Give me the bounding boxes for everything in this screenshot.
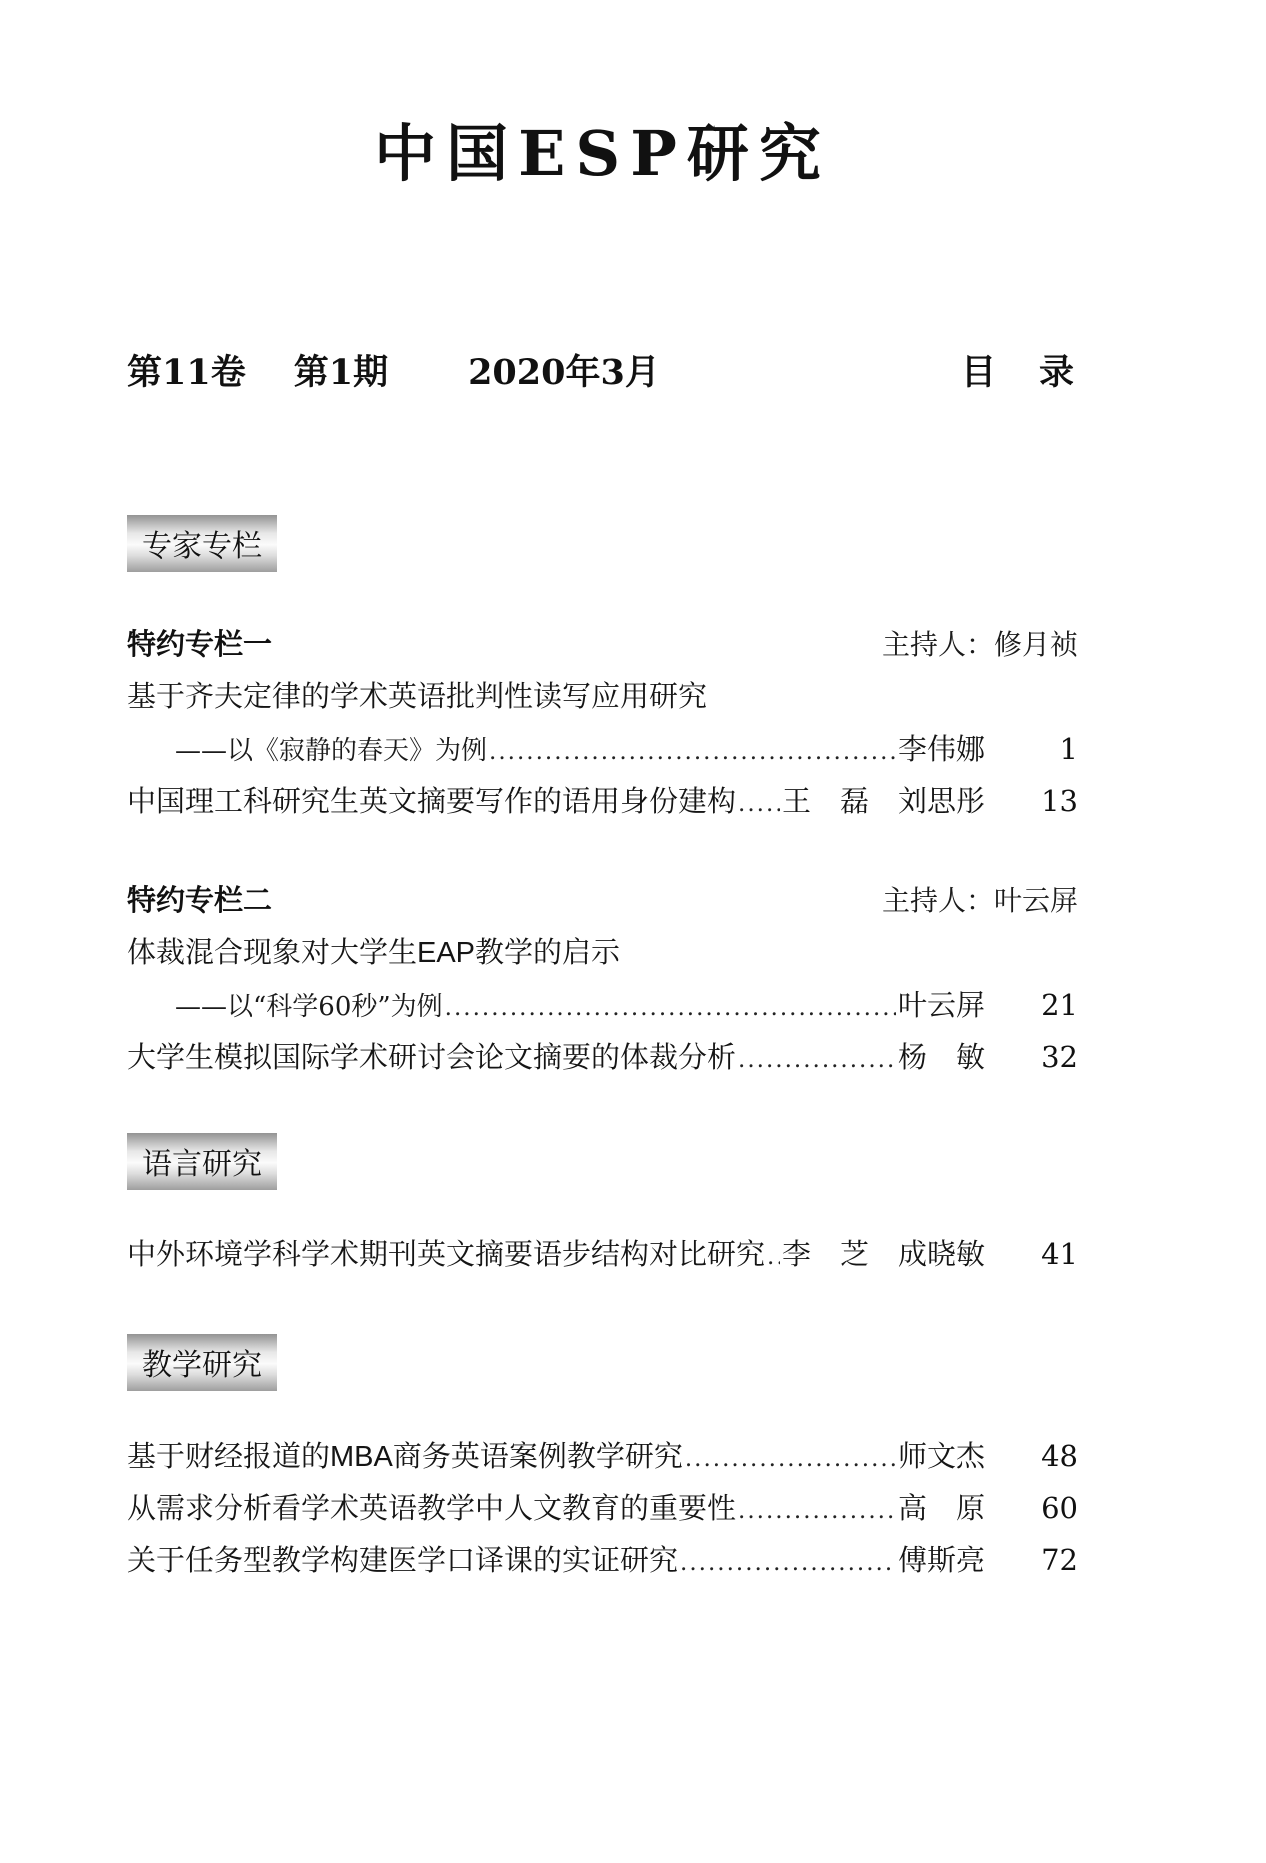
toc-entry-title-line xyxy=(127,927,1078,979)
section-label-language-research: 语言研究 xyxy=(127,1133,277,1190)
article-title: 中国理工科研究生英文摘要写作的语用身份建构 xyxy=(127,786,737,818)
journal-title: 中国ESP研究 xyxy=(374,117,831,190)
date-label: 2020年3月 xyxy=(468,352,660,393)
article-title: 中外环境学科学术期刊英文摘要语步结构对比研究 xyxy=(127,1239,766,1271)
article-page-number: 72 xyxy=(1041,1543,1078,1577)
article-page-number: 60 xyxy=(1041,1491,1078,1525)
article-subtitle: ——以“科学60秒”为例 xyxy=(175,992,443,1022)
article-title: 基于财经报道的MBA商务英语案例教学研究 xyxy=(127,1441,683,1473)
article-page-number: 13 xyxy=(1041,784,1078,818)
article-title: 大学生模拟国际学术研讨会论文摘要的体裁分析 xyxy=(127,1042,737,1074)
dot-leader xyxy=(738,1034,896,1086)
article-authors: 王 磊 刘思彤 xyxy=(781,786,985,818)
article-page-number: 21 xyxy=(1041,988,1078,1022)
article-authors: 傅斯亮 xyxy=(897,1545,985,1577)
toc-entry xyxy=(127,723,1078,775)
dot-leader xyxy=(680,1537,896,1589)
toc-entry xyxy=(127,1228,1078,1280)
article-page-number: 32 xyxy=(1041,1040,1078,1074)
dot-leader xyxy=(738,1485,896,1537)
article-authors: 叶云屏 xyxy=(897,990,985,1022)
group-header xyxy=(127,619,1078,671)
article-title: 体裁混合现象对大学生EAP教学的启示 xyxy=(127,937,621,969)
dot-leader xyxy=(738,778,780,830)
host-label: 主持人：叶云屏 xyxy=(881,884,1078,917)
article-subtitle: ——以《寂静的春天》为例 xyxy=(175,736,488,766)
article-title: 从需求分析看学术英语教学中人文教育的重要性 xyxy=(127,1493,737,1525)
article-authors: 高 原 xyxy=(897,1493,985,1525)
toc-page xyxy=(0,112,1266,1863)
volume-line xyxy=(127,348,1078,398)
article-title: 关于任务型教学构建医学口译课的实证研究 xyxy=(127,1545,679,1577)
dot-leader xyxy=(489,726,896,778)
toc-title: 目 录 xyxy=(960,352,1078,393)
issue-label: 第1期 xyxy=(293,352,389,393)
toc-entry xyxy=(127,1031,1078,1083)
section-label-teaching-research: 教学研究 xyxy=(127,1334,277,1391)
toc-entry xyxy=(127,775,1078,827)
article-authors: 师文杰 xyxy=(897,1441,985,1473)
toc-entry-title-line xyxy=(127,671,1078,723)
article-page-number: 48 xyxy=(1041,1439,1078,1473)
section-label-expert-column: 专家专栏 xyxy=(127,515,277,572)
group-heading: 特约专栏二 xyxy=(127,885,273,917)
article-authors: 李伟娜 xyxy=(897,734,985,766)
host-label: 主持人：修月祯 xyxy=(881,628,1078,661)
dot-leader xyxy=(445,982,896,1034)
article-title: 基于齐夫定律的学术英语批判性读写应用研究 xyxy=(127,681,708,713)
article-authors: 杨 敏 xyxy=(897,1042,985,1074)
volume-label: 第11卷 xyxy=(127,352,246,393)
dot-leader xyxy=(767,1231,780,1283)
toc-entry xyxy=(127,1430,1078,1482)
article-authors: 李 芝 成晓敏 xyxy=(781,1239,985,1271)
article-page-number: 1 xyxy=(1059,732,1078,766)
article-page-number: 41 xyxy=(1041,1237,1078,1271)
toc-entry xyxy=(127,979,1078,1031)
toc-entry xyxy=(127,1534,1078,1586)
toc-entry xyxy=(127,1482,1078,1534)
group-header xyxy=(127,875,1078,927)
group-heading: 特约专栏一 xyxy=(127,629,273,661)
dot-leader xyxy=(685,1433,896,1485)
